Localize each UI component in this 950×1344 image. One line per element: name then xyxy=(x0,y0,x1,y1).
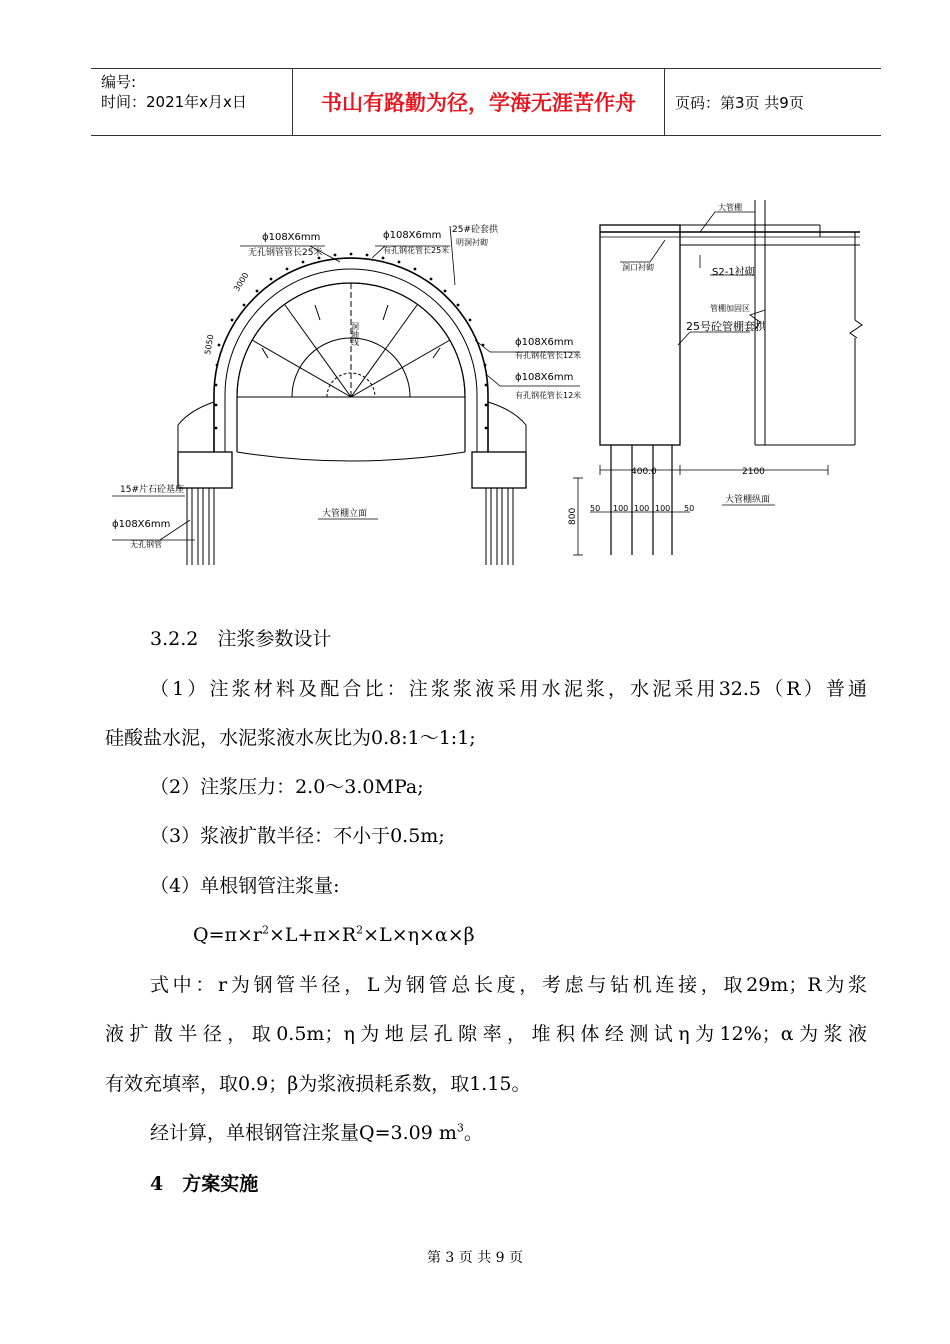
formula xyxy=(193,923,475,947)
elevation-caption: 大管棚立面 xyxy=(322,509,368,519)
pipe1-spec: ϕ108X6mm xyxy=(262,232,321,243)
engineering-drawing xyxy=(100,190,870,570)
longitudinal-drawing xyxy=(573,200,862,555)
pile-spec: ϕ108X6mm xyxy=(112,519,171,530)
pipe2-spec: ϕ108X6mm xyxy=(383,230,442,241)
where-line-2: 液扩散半径，取0.5m；η为地层孔隙率，堆积体经测试η为12%；α为浆液 xyxy=(105,1023,867,1045)
formula-exp-r: 2 xyxy=(262,923,269,937)
dim-100-a: 100 xyxy=(613,504,629,513)
dim-400: 400.0 xyxy=(631,467,657,477)
where-line-3: 有效充填率，取0.9；β为浆液损耗系数，取1.15。 xyxy=(105,1073,531,1095)
page-footer: 第 3 页 共 9 页 xyxy=(426,1250,524,1266)
section-heading-322: 3.2.2 注浆参数设计 xyxy=(150,628,332,650)
foundation-label: 15#片石砼基座 xyxy=(120,485,184,495)
motto: 书山有路勤为径，学海无涯苦作舟 xyxy=(293,69,665,135)
pipe2-desc: 有孔钢花管长25米 xyxy=(383,246,450,255)
para-1-line-1: （1）注浆材料及配合比：注浆浆液采用水泥浆，水泥采用32.5（R）普通 xyxy=(150,678,867,700)
dim-50-left: 50 xyxy=(590,504,601,513)
dim-800: 800 xyxy=(568,507,578,525)
result-part-a: 经计算，单根钢管注浆量Q=3.09 m xyxy=(150,1122,457,1144)
formula-part-b: ×L+π×R xyxy=(269,924,357,946)
para-4: （4）单根钢管注浆量: xyxy=(150,875,340,897)
pipe1-desc: 无孔钢管管长25米 xyxy=(248,248,323,258)
result-part-b: 。 xyxy=(463,1122,483,1144)
dim-2100: 2100 xyxy=(742,467,765,477)
label-arch: 25号砼管棚套拱 xyxy=(686,320,766,333)
number-label: 编号: xyxy=(101,73,137,91)
dim-50-right: 50 xyxy=(684,504,695,513)
pile-desc: 无孔钢管 xyxy=(130,540,162,549)
dim-3000: 3000 xyxy=(232,271,251,294)
dim-5050: 5050 xyxy=(203,333,216,356)
pipe4-desc: 有孔钢花管长12米 xyxy=(515,391,582,400)
para-3: （3）浆液扩散半径：不小于0.5m; xyxy=(150,825,445,847)
longitudinal-caption: 大管棚纵面 xyxy=(725,495,771,505)
para-1-line-2: 硅酸盐水泥，水泥浆液水灰比为0.8:1～1:1; xyxy=(105,727,476,749)
section-heading-4: 4 方案实施 xyxy=(150,1173,259,1195)
dim-100-b: 100 xyxy=(634,504,650,513)
pipe3-spec: ϕ108X6mm xyxy=(515,337,574,348)
header-table xyxy=(91,68,881,136)
label-portal: 洞口衬砌 xyxy=(622,263,654,272)
pipe4-spec: ϕ108X6mm xyxy=(515,372,574,383)
dim-100-c: 100 xyxy=(655,504,671,513)
time-label: 时间：2021年x月x日 xyxy=(101,93,247,111)
cover-arch: 25#砼套拱 xyxy=(452,225,498,235)
cover-arch-sub: 明洞衬砌 xyxy=(456,238,488,247)
where-line-1: 式中：r为钢管半径，L为钢管总长度，考虑与钻机连接，取29m；R为浆 xyxy=(150,974,867,996)
formula-part-a: Q=π×r xyxy=(193,924,262,946)
header-left-cell xyxy=(91,69,293,135)
pipe3-desc: 有孔钢花管长12米 xyxy=(515,351,582,360)
formula-exp-R: 2 xyxy=(356,923,364,937)
label-reinforce: 管棚加固区 xyxy=(710,304,750,313)
result-line xyxy=(150,1121,483,1145)
page-label: 页码：第3页 共9页 xyxy=(675,93,804,112)
axis-label: 洞轴线 xyxy=(350,322,360,346)
label-pipe-shed: 大管棚 xyxy=(718,203,742,212)
label-s2: S2-1衬砌 xyxy=(712,267,755,278)
formula-part-c: ×L×η×α×β xyxy=(363,924,475,946)
para-2: （2）注浆压力：2.0～3.0MPa; xyxy=(150,776,424,798)
result-exp: 3 xyxy=(456,1121,464,1135)
